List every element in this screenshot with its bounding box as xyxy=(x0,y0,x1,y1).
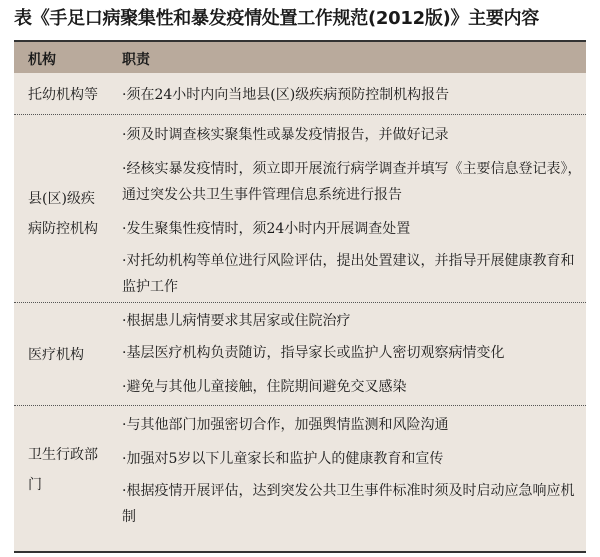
row-separator xyxy=(14,405,586,406)
row-org: 县(区)级疾病防控机构 xyxy=(28,191,98,237)
row-duty: ·须在24小时内向当地县(区)级疾病预防控制机构报告 xyxy=(122,87,450,103)
duties-table xyxy=(14,40,586,553)
table-header xyxy=(14,42,586,73)
row-org: 医疗机构 xyxy=(28,347,84,363)
row-separator xyxy=(14,302,586,303)
header-org: 机构 xyxy=(28,52,56,68)
row-duty: ·根据疫情开展评估，达到突发公共卫生事件标准时须及时启动应急响应机制 xyxy=(122,483,575,525)
row-duty: ·基层医疗机构负责随访，指导家长或监护人密切观察病情变化 xyxy=(122,345,505,361)
row-separator xyxy=(14,114,586,115)
row-duty: ·须及时调查核实聚集性或暴发疫情报告，并做好记录 xyxy=(122,127,449,143)
table-title: 表《手足口病聚集性和暴发疫情处置工作规范(2012版)》主要内容 xyxy=(14,8,539,29)
row-org: 卫生行政部门 xyxy=(28,447,98,493)
row-duty: ·对托幼机构等单位进行风险评估，提出处置建议，并指导开展健康教育和监护工作 xyxy=(122,253,575,295)
row-duty: ·根据患儿病情要求其居家或住院治疗 xyxy=(122,313,351,329)
row-duty: ·与其他部门加强密切合作，加强舆情监测和风险沟通 xyxy=(122,417,449,433)
row-duty: ·加强对5岁以下儿童家长和监护人的健康教育和宣传 xyxy=(122,451,444,467)
row-duty: ·避免与其他儿童接触，住院期间避免交叉感染 xyxy=(122,379,407,395)
row-org: 托幼机构等 xyxy=(28,87,98,103)
header-duties: 职责 xyxy=(122,52,150,68)
row-duty: ·经核实暴发疫情时，须立即开展流行病学调查并填写《主要信息登记表》，通过突发公共卫生事件管理信息系统进行报告 xyxy=(122,161,582,203)
row-duty: ·发生聚集性疫情时，须24小时内开展调查处置 xyxy=(122,221,411,237)
